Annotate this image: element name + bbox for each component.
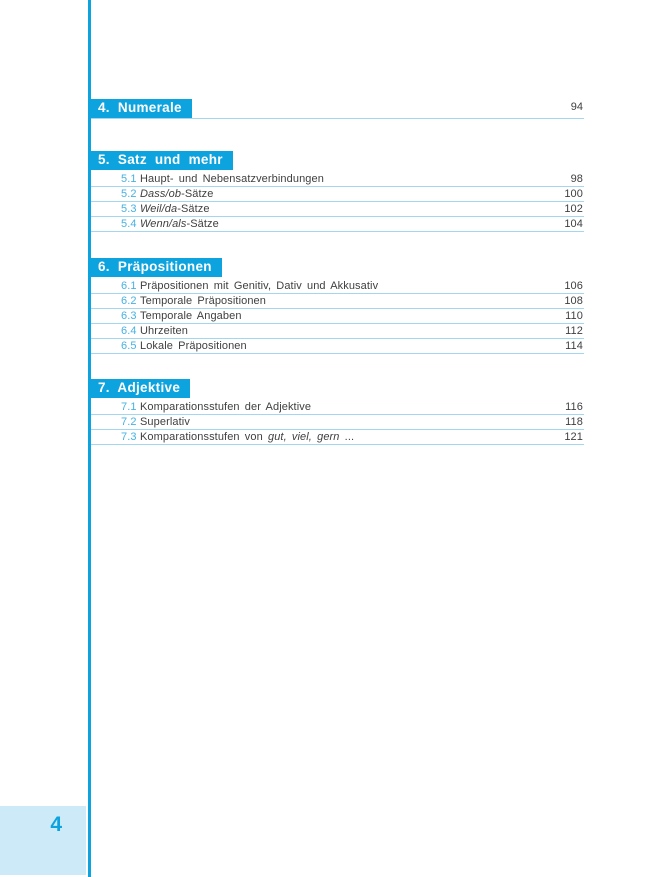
page-number: 4 [50,813,62,836]
toc-content [91,0,584,877]
section-entries [91,400,584,445]
entry-title [140,279,378,293]
toc-entry-row [91,294,584,309]
entry-title-italic-part: Weil/da [140,203,178,215]
entry-title [140,294,266,308]
section-header: 4. Numerale [90,99,192,118]
entry-title-part: Komparationsstufen von [140,431,268,443]
toc-entry-row [91,172,584,187]
section-header-row [91,258,584,277]
entry-number: 7.3 [121,431,137,443]
entry-title-part: Uhrzeiten [140,325,188,337]
entry-number: 6.1 [121,280,137,292]
entry-number: 6.4 [121,325,137,337]
entry-page-number: 100 [564,188,583,200]
entry-title [140,400,311,414]
entry-page-number: 106 [564,280,583,292]
entry-title [140,187,213,201]
entry-title [140,430,354,444]
entry-title [140,339,247,353]
entry-number: 5.2 [121,188,137,200]
entry-number: 6.3 [121,310,137,322]
toc-entry-row [91,309,584,324]
toc-entry-row [91,430,584,445]
entry-title-part: ... [339,431,355,443]
section-header-row [91,379,584,398]
entry-page-number: 112 [565,325,583,337]
entry-number: 5.3 [121,203,137,215]
entry-page-number: 108 [564,295,583,307]
entry-title-part: Superlativ [140,416,190,428]
entry-number: 6.2 [121,295,137,307]
entry-page-number: 121 [564,431,583,443]
entry-number: 5.4 [121,218,137,230]
toc-section [91,99,584,121]
entry-title [140,415,190,429]
toc-entry-row [91,400,584,415]
entry-title [140,172,324,186]
entry-title [140,324,188,338]
entry-title-part: Lokale Präpositionen [140,340,247,352]
section-page-number: 94 [570,101,583,113]
entry-page-number: 116 [565,401,583,413]
section-header: 5. Satz und mehr [90,151,233,170]
toc-section [91,379,584,445]
entry-title-part: -Sätze [177,203,210,215]
toc-entry-row [91,187,584,202]
entry-title-italic-part: Wenn/als [140,218,187,230]
entry-title-italic-part: Dass/ob [140,188,182,200]
toc-entry-row [91,202,584,217]
entry-title-part: Komparationsstufen der Adjektive [140,401,312,413]
toc-entry-row [91,217,584,232]
section-entries [91,279,584,354]
entry-title-part: Temporale Präpositionen [140,295,266,307]
section-entries [91,172,584,232]
toc-section [91,151,584,232]
entry-page-number: 114 [565,340,583,352]
section-header-row [91,99,584,119]
entry-number: 7.2 [121,416,137,428]
toc-entry-row [91,339,584,354]
toc-entry-row [91,324,584,339]
entry-page-number: 118 [565,416,583,428]
entry-title [140,309,242,323]
toc-entry-row [91,279,584,294]
toc-section [91,258,584,354]
entry-number: 7.1 [121,401,137,413]
entry-page-number: 104 [564,218,583,230]
page-footer-block [0,806,86,875]
entry-number: 6.5 [121,340,137,352]
entry-title-part: Haupt- und Nebensatzverbindungen [140,173,324,185]
entry-title-part: -Sätze [186,218,219,230]
entry-title-italic-part: gut, viel, gern [267,431,340,443]
entry-title [140,202,210,216]
toc-entry-row [91,415,584,430]
section-header: 7. Adjektive [90,379,190,398]
section-header: 6. Präpositionen [90,258,222,277]
entry-title [140,217,219,231]
entry-page-number: 102 [564,203,583,215]
entry-number: 5.1 [121,173,137,185]
entry-page-number: 98 [570,173,583,185]
entry-title-part: Temporale Angaben [140,310,242,322]
entry-title-part: -Sätze [181,188,214,200]
section-header-row [91,151,584,170]
entry-title-part: Präpositionen mit Genitiv, Dativ und Akkusativ [140,280,379,292]
entry-page-number: 110 [565,310,583,322]
